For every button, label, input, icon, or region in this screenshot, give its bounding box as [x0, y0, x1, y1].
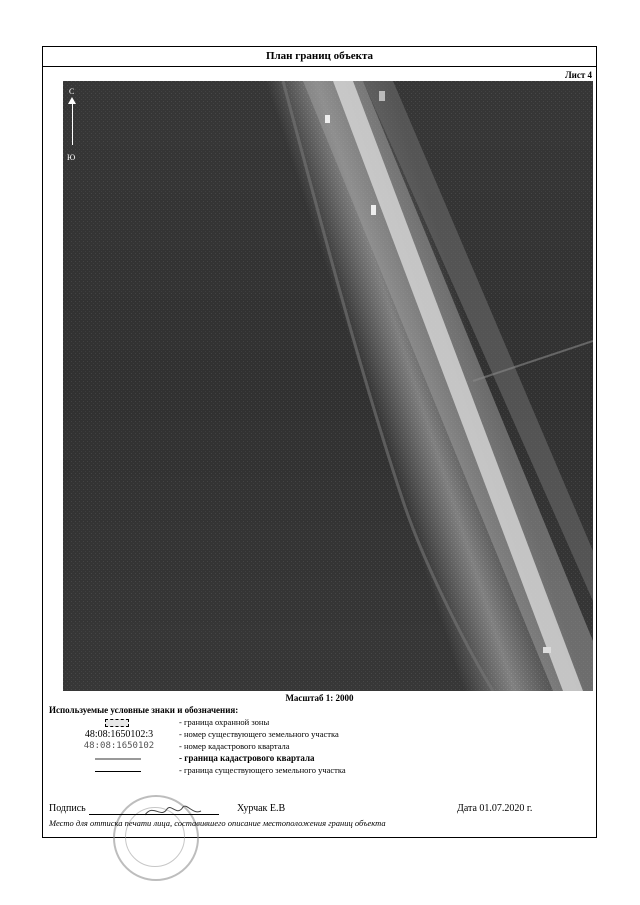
north-arrow-icon [67, 87, 83, 167]
legend-text: - номер кадастрового квартала [179, 741, 290, 751]
legend-row-quarter-number [49, 741, 589, 753]
legend [49, 705, 589, 777]
signature-label: Подпись [49, 803, 86, 814]
compass-north-label: С [69, 87, 75, 96]
compass-south-label: Ю [67, 153, 76, 162]
legend-text: - граница охранной зоны [179, 717, 270, 727]
land-plot-number-symbol: 48:08:1650102:3 [84, 729, 154, 740]
document-title: План границ объекта [43, 47, 596, 67]
quarter-boundary-line-icon [95, 758, 141, 760]
legend-text: - номер существующего земельного участка [179, 729, 339, 739]
sheet-number: Лист 4 [564, 70, 592, 80]
aerial-map [63, 81, 593, 691]
legend-title: Используемые условные знаки и обозначения: [49, 705, 239, 715]
map-scale: Масштаб 1: 2000 [285, 693, 354, 703]
signer-name: Хурчак Е.В [237, 803, 286, 814]
legend-text: - граница существующего земельного участка [179, 765, 346, 775]
quarter-number-symbol: 48:08:1650102 [83, 741, 155, 751]
aerial-photo [63, 81, 593, 691]
stamp-note: Место для оттиска печати лица, составившего описание местоположения границ объекта [49, 818, 386, 828]
legend-row-land-plot-number [49, 729, 589, 741]
legend-row-plot-boundary [49, 765, 589, 777]
plan-frame [42, 46, 597, 838]
legend-text: - граница кадастрового квартала [179, 753, 315, 763]
arrow-shaft [72, 101, 73, 145]
protected-zone-symbol-icon [105, 719, 129, 727]
signature-date: Дата 01.07.2020 г. [457, 803, 533, 814]
signature-row [49, 803, 589, 817]
legend-row-protected-zone [49, 717, 589, 729]
plot-boundary-line-icon [95, 771, 141, 772]
signature-line [89, 814, 219, 815]
legend-row-quarter-boundary [49, 753, 589, 765]
